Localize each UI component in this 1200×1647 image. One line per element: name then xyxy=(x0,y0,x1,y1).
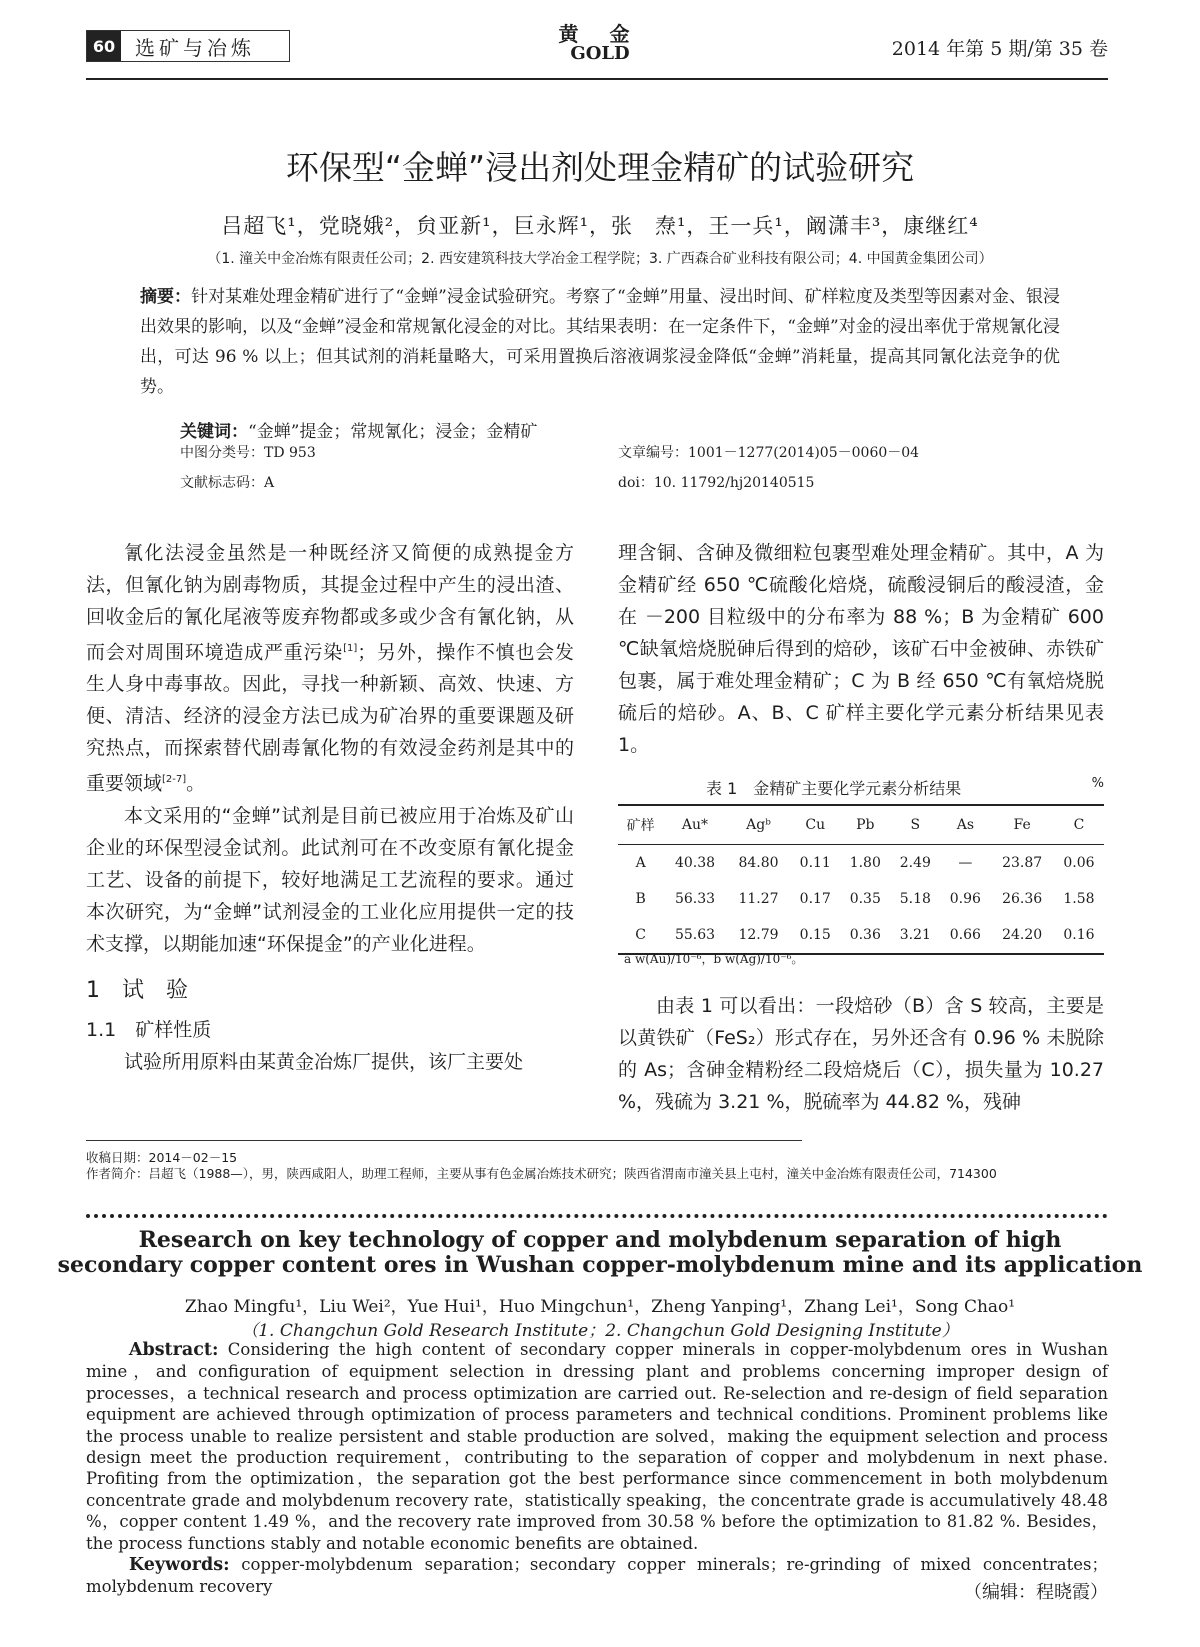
table-cell: 55.63 xyxy=(663,917,727,954)
subsection-heading: 1.1 矿样性质 xyxy=(86,1018,212,1041)
table-header-cell: Cu xyxy=(790,805,840,845)
citation: [2-7] xyxy=(162,774,187,786)
author-introduction: 作者简介：吕超飞（1988—），男，陕西咸阳人，助理工程师，主要从事有色金属冶炼技术研究；陕西省渭南市潼关县上屯村，潼关中金冶炼有限责任公司，714300 xyxy=(86,1166,997,1181)
table-cell: 0.17 xyxy=(799,891,831,907)
table-cell: 84.80 xyxy=(738,855,779,871)
table-cell: 0.06 xyxy=(1063,855,1095,871)
abstract-label: 摘要： xyxy=(140,287,192,307)
table-header-cell: Au* xyxy=(663,805,727,845)
table-cell: 2.49 xyxy=(899,855,931,871)
table-row xyxy=(618,881,1104,917)
table-cell: 0.15 xyxy=(790,917,840,954)
english-abstract: Abstract: Considering the high content of secondary copper minerals in copper-molybdenum ores in Wushan mine，and configuration of equipment selection in dressing plant and problems concerning improper design of processes，a technical research and process optimization are carried out. Re-selection and re-design of field separation equipment are achieved through optimization of process parameters and technical conditions. Prominent problems like the process unable to realize persistent and stable production are solved，making the equipment selection and process design meet the production requirement，contributing to the separation of copper and molybdenum in next phase. Profiting from the optimization，the separation got the best performance since commencement in both molybdenum concentrate grade and molybdenum recovery rate，statistically speaking，the concentrate grade is accumulatively 48.48 %，copper content 1.49 %，and the recovery rate improved from 30.58 % before the optimization to 81.82 %. Besides，the process functions stably and notable economic benefits are obtained. xyxy=(86,1340,1108,1553)
keywords-text: “金蝉”提金；常规氰化；浸金；金精矿 xyxy=(248,422,538,442)
table-cell: 1.58 xyxy=(1063,891,1095,907)
table-note: a w(Au)/10⁻⁶，b w(Ag)/10⁻⁶。 xyxy=(624,952,804,966)
english-abstract-label: Abstract: xyxy=(128,1340,219,1360)
table-cell: 3.21 xyxy=(890,917,940,954)
table-cell: A xyxy=(635,855,646,871)
affiliation-list: （1. 潼关中金冶炼有限责任公司；2. 西安建筑科技大学冶金工程学院；3. 广西森合矿业科技有限公司；4. 中国黄金集团公司） xyxy=(207,251,993,267)
received-date: 收稿日期：2014－02－15 xyxy=(86,1150,238,1165)
journal-name-en: GOLD xyxy=(570,43,630,64)
english-keywords-label: Keywords: xyxy=(128,1555,230,1576)
right-column-bottom xyxy=(618,990,1104,1118)
table-header-cell: Agᵇ xyxy=(727,805,791,845)
table-cell: 40.38 xyxy=(674,855,716,871)
body-paragraph: 试验所用原料由某黄金冶炼厂提供，该厂主要处 xyxy=(124,1050,524,1073)
editor-credit: （编辑：程晓霞） xyxy=(964,1582,1108,1603)
table-caption: 表 1 金精矿主要化学元素分析结果 % xyxy=(706,776,1104,798)
body-paragraph: 理含铜、含砷及微细粒包裹型难处理金精矿。其中，A 为金精矿经 650 ℃硫酸化焙烧，硫酸浸铜后的酸浸渣，金在 －200 目粒级中的分布率为 88 %；B 为金精矿 600 ℃缺氧焙烧脱砷后得到的焙砂，该矿石中金被砷、赤铁矿包裹，属于难处理金精矿；C 为 B 经 650 ℃有氧焙烧脱硫后的焙砂。A、B、C 矿样主要化学元素分析结果见表 1。 xyxy=(618,542,1104,756)
table-header-cell: Pb xyxy=(840,805,890,845)
footnote-rule xyxy=(86,1140,802,1141)
table-cell: C xyxy=(618,917,663,954)
journal-name-cn: 黄 金 xyxy=(558,22,642,46)
table-header-cell: S xyxy=(890,805,940,845)
table-cell: 0.16 xyxy=(1054,917,1104,954)
section-header-box xyxy=(86,30,290,62)
table-cell: 12.79 xyxy=(727,917,791,954)
body-paragraph: 本文采用的“金蝉”试剂是目前已被应用于冶炼及矿山企业的环保型浸金试剂。此试剂可在不改变原有氰化提金工艺、设备的前提下，较好地满足工艺流程的要求。通过本次研究，为“金蝉”试剂浸金的工业化应用提供一定的技术支撑，以期能加速“环保提金”的产业化进程。 xyxy=(86,804,574,955)
table-row xyxy=(618,917,1104,954)
citation: [1] xyxy=(343,643,358,654)
table-cell: 1.80 xyxy=(849,855,881,871)
english-title: Research on key technology of copper and molybdenum separation of high secondary copper content ores in Wushan copper-molybdenum mine and its application xyxy=(57,1227,1143,1278)
table-cell: 5.18 xyxy=(899,891,931,907)
table-cell: — xyxy=(958,855,973,871)
document-code: 文献标志码：A xyxy=(180,475,275,491)
table-cell: B xyxy=(635,891,646,907)
table-header-row xyxy=(618,805,1104,845)
table-cell: 0.66 xyxy=(940,917,990,954)
clc-number: 中图分类号：TD 953 xyxy=(180,445,316,461)
body-paragraph: 氰化法浸金虽然是一种既经济又简便的成熟提金方法，但氰化钠为剧毒物质，其提金过程中产生的浸出渣、回收金后的氰化尾液等废弃物都或多或少含有氰化钠，从而会对周围环境造成严重污染[1]；另外，操作不慎也会发生人身中毒事故。因此，寻找一种新颖、高效、快速、方便、清洁、经济的浸金方法已成为矿冶界的重要课题及研究热点，而探索替代剧毒氰化物的有效浸金药剂是其中的重要领域[2-7]。 xyxy=(86,542,574,795)
section-name: 选矿与冶炼 xyxy=(135,35,255,60)
table-cell: 0.11 xyxy=(799,855,831,871)
table-cell: 11.27 xyxy=(738,891,779,907)
english-keywords: Keywords: copper-molybdenum separation；secondary copper minerals；re-grinding of mixed concentrates；molybdenum recovery xyxy=(86,1555,1108,1597)
english-authors: Zhao Mingfu¹，Liu Wei²，Yue Hui¹，Huo Mingchun¹，Zheng Yanping¹，Zhang Lei¹，Song Chao¹ xyxy=(184,1297,1016,1317)
left-column xyxy=(86,537,574,1078)
section-heading: 1 试 验 xyxy=(86,977,188,1003)
table-cell: 56.33 xyxy=(674,891,716,907)
composition-table xyxy=(618,804,1104,955)
english-affiliations: （1. Changchun Gold Research Institute；2. Changchun Gold Designing Institute） xyxy=(241,1321,959,1341)
page-number: 60 xyxy=(87,31,121,61)
keywords-label: 关键词： xyxy=(180,422,248,442)
abstract-text: 针对某难处理金精矿进行了“金蝉”浸金试验研究。考察了“金蝉”用量、浸出时间、矿样粒度及类型等因素对金、银浸出效果的影响，以及“金蝉”浸金和常规氰化浸金的对比。其结果表明：在一定条件下，“金蝉”对金的浸出率优于常规氰化浸出，可达 96 % 以上；但其试剂的消耗量略大，可采用置换后溶液调浆浸金降低“金蝉”消耗量，提高其同氰化法竞争的优势。 xyxy=(140,287,1061,397)
table-cell: 23.87 xyxy=(1002,855,1043,871)
table-cell: 24.20 xyxy=(990,917,1054,954)
right-column-top xyxy=(618,537,1104,761)
table-header-cell: 矿样 xyxy=(618,805,663,845)
author-list: 吕超飞¹，党晓娥²，贠亚新¹，巨永辉¹，张 焘¹，王一兵¹，阚潇丰³，康继红⁴ xyxy=(221,214,979,238)
table-header-cell: Fe xyxy=(990,805,1054,845)
table-cell: 0.35 xyxy=(849,891,881,907)
table-cell: 0.96 xyxy=(949,891,981,907)
doi: doi：10. 11792/hj20140515 xyxy=(618,475,815,491)
table-cell: 26.36 xyxy=(1002,891,1043,907)
table-cell: 0.36 xyxy=(840,917,890,954)
english-abstract-block xyxy=(86,1339,1108,1598)
table-row xyxy=(618,845,1104,882)
abstract xyxy=(140,282,1060,402)
body-paragraph: 由表 1 可以看出：一段焙砂（B）含 S 较高，主要是以黄铁矿（FeS₂）形式存在，另外还含有 0.96 % 未脱除的 As；含砷金精粉经二段焙烧后（C），损失量为 10.27 %，残硫为 3.21 %，脱硫率为 44.82 %，残砷 xyxy=(618,995,1104,1113)
keywords xyxy=(180,417,537,442)
issue-info: 2014 年第 5 期/第 35 卷 xyxy=(891,38,1108,60)
dotted-separator xyxy=(86,1214,1108,1218)
journal-logo xyxy=(540,24,660,64)
table-unit: % xyxy=(1091,776,1104,791)
table-header-cell: C xyxy=(1054,805,1104,845)
paper-title: 环保型“金蝉”浸出剂处理金精矿的试验研究 xyxy=(285,148,915,187)
table-header-cell: As xyxy=(940,805,990,845)
header-rule xyxy=(86,78,1108,80)
article-number: 文章编号：1001－1277(2014)05－0060－04 xyxy=(618,445,920,461)
